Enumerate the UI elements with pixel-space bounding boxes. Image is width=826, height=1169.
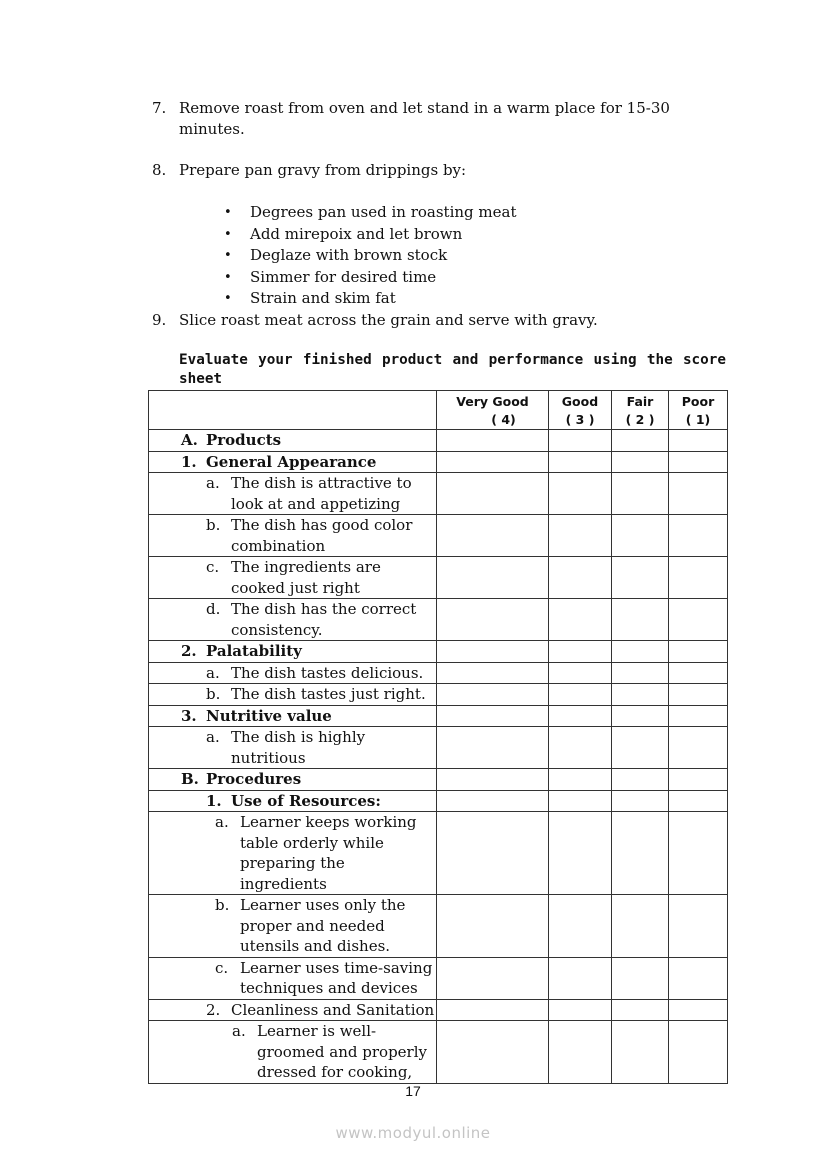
score-cell-very-good[interactable] xyxy=(437,662,549,684)
evaluation-title: Evaluate your finished product and performance using the score sheet xyxy=(179,352,726,387)
score-cell-poor[interactable] xyxy=(669,727,728,769)
row-text: The dish has the correct consistency. xyxy=(231,600,417,639)
score-cell-very-good[interactable] xyxy=(437,957,549,999)
step-number: 9. xyxy=(152,311,167,329)
row-label: a. xyxy=(206,474,220,492)
list-item: • Simmer for desired time xyxy=(222,267,516,289)
score-cell-good[interactable] xyxy=(549,430,612,452)
header-label: Fair xyxy=(626,394,654,409)
score-cell-poor[interactable] xyxy=(669,999,728,1021)
score-cell-fair[interactable] xyxy=(612,684,669,706)
row-label: a. xyxy=(215,813,229,831)
score-cell-poor[interactable] xyxy=(669,812,728,895)
row-text: Learner uses only the proper and needed utensils and dishes. xyxy=(240,896,406,955)
table-row xyxy=(149,557,728,599)
step-text: Prepare pan gravy from drippings by: xyxy=(179,161,467,179)
row-text: The dish has good color combination xyxy=(231,516,413,555)
row-label: c. xyxy=(215,958,229,977)
score-cell-fair[interactable] xyxy=(612,790,669,812)
score-cell-poor[interactable] xyxy=(669,1021,728,1084)
score-cell-poor[interactable] xyxy=(669,684,728,706)
row-label: c. xyxy=(206,558,220,576)
score-cell-very-good[interactable] xyxy=(437,473,549,515)
score-cell-very-good[interactable] xyxy=(437,451,549,473)
row-text: Learner keeps working table orderly while preparing the ingredients xyxy=(240,813,417,893)
score-cell-fair[interactable] xyxy=(612,451,669,473)
row-text: The dish is attractive to look at and appetizing xyxy=(231,474,412,513)
score-cell-very-good[interactable] xyxy=(437,515,549,557)
score-cell-fair[interactable] xyxy=(612,662,669,684)
score-cell-poor[interactable] xyxy=(669,599,728,641)
page-number: 17 xyxy=(405,1083,421,1099)
header-fair xyxy=(612,391,669,430)
score-cell-fair[interactable] xyxy=(612,812,669,895)
score-cell-good[interactable] xyxy=(549,684,612,706)
table-row xyxy=(149,705,728,727)
table-row xyxy=(149,662,728,684)
header-label: Very Good xyxy=(456,394,529,409)
score-cell-fair[interactable] xyxy=(612,999,669,1021)
score-cell-good[interactable] xyxy=(549,790,612,812)
criteria-header xyxy=(149,391,437,430)
score-cell-very-good[interactable] xyxy=(437,999,549,1021)
score-cell-very-good[interactable] xyxy=(437,599,549,641)
score-cell-very-good[interactable] xyxy=(437,727,549,769)
score-cell-fair[interactable] xyxy=(612,473,669,515)
score-cell-poor[interactable] xyxy=(669,557,728,599)
score-cell-good[interactable] xyxy=(549,451,612,473)
table-row xyxy=(149,727,728,769)
score-cell-poor[interactable] xyxy=(669,473,728,515)
score-cell-fair[interactable] xyxy=(612,895,669,958)
row-text: Use of Resources: xyxy=(231,791,381,810)
score-cell-very-good[interactable] xyxy=(437,557,549,599)
score-cell-good[interactable] xyxy=(549,662,612,684)
row-text: Products xyxy=(206,431,282,449)
row-label: A. xyxy=(181,431,198,449)
row-text: Learner is well-groomed and properly dressed for cooking, xyxy=(257,1022,428,1081)
row-label: a. xyxy=(206,663,220,682)
row-text: The ingredients are cooked just right xyxy=(231,558,381,597)
table-header-row xyxy=(149,391,728,430)
table-row xyxy=(149,957,728,999)
row-label: a. xyxy=(232,1022,246,1040)
row-text: The dish tastes delicious. xyxy=(231,663,424,682)
row-label: 2. xyxy=(181,642,197,660)
score-cell-fair[interactable] xyxy=(612,557,669,599)
score-cell-very-good[interactable] xyxy=(437,684,549,706)
list-item: • Strain and skim fat xyxy=(222,288,516,310)
table-row xyxy=(149,769,728,791)
score-cell-poor[interactable] xyxy=(669,769,728,791)
row-text: Nutritive value xyxy=(206,706,332,725)
watermark: www.modyul.online xyxy=(335,1124,491,1142)
score-cell-poor[interactable] xyxy=(669,451,728,473)
step-text: Remove roast from oven and let stand in a warm place for 15-30 minutes. xyxy=(179,99,670,138)
header-score: ( 2 ) xyxy=(625,412,655,427)
row-text: The dish tastes just right. xyxy=(231,685,426,703)
table-row xyxy=(149,473,728,515)
score-cell-good[interactable] xyxy=(549,812,612,895)
table-row xyxy=(149,430,728,452)
table-row xyxy=(149,684,728,706)
score-cell-fair[interactable] xyxy=(612,430,669,452)
table-row xyxy=(149,599,728,641)
score-cell-fair[interactable] xyxy=(612,705,669,727)
score-cell-very-good[interactable] xyxy=(437,769,549,791)
row-label: b. xyxy=(215,896,230,914)
score-cell-poor[interactable] xyxy=(669,790,728,812)
score-cell-good[interactable] xyxy=(549,999,612,1021)
score-cell-poor[interactable] xyxy=(669,957,728,999)
score-cell-good[interactable] xyxy=(549,705,612,727)
score-cell-very-good[interactable] xyxy=(437,1021,549,1084)
header-score: ( 3 ) xyxy=(565,412,595,427)
row-label: a. xyxy=(206,728,220,746)
score-cell-poor[interactable] xyxy=(669,662,728,684)
score-cell-very-good[interactable] xyxy=(437,895,549,958)
table-row xyxy=(149,812,728,895)
row-label: 2. xyxy=(206,1000,221,1019)
score-cell-very-good[interactable] xyxy=(437,790,549,812)
header-score: ( 1) xyxy=(685,412,711,427)
step-8 xyxy=(152,160,712,181)
score-cell-good[interactable] xyxy=(549,641,612,663)
step-7 xyxy=(152,98,712,140)
step-text: Slice roast meat across the grain and serve with gravy. xyxy=(179,311,598,329)
table-row xyxy=(149,895,728,958)
score-cell-poor[interactable] xyxy=(669,641,728,663)
row-text: Cleanliness and Sanitation xyxy=(231,1000,435,1019)
score-cell-good[interactable] xyxy=(549,769,612,791)
score-cell-good[interactable] xyxy=(549,473,612,515)
score-cell-good[interactable] xyxy=(549,599,612,641)
row-text: General Appearance xyxy=(206,452,377,471)
score-cell-fair[interactable] xyxy=(612,727,669,769)
score-sheet-table xyxy=(148,390,728,1084)
list-item: • Degrees pan used in roasting meat xyxy=(222,202,516,224)
table-row xyxy=(149,515,728,557)
list-item: • Deglaze with brown stock xyxy=(222,245,516,267)
score-cell-very-good[interactable] xyxy=(437,812,549,895)
score-cell-good[interactable] xyxy=(549,895,612,958)
score-cell-good[interactable] xyxy=(549,557,612,599)
row-label: B. xyxy=(181,770,199,788)
row-label: d. xyxy=(206,600,221,618)
table-row xyxy=(149,641,728,663)
row-label: b. xyxy=(206,516,221,534)
step-number: 8. xyxy=(152,161,167,179)
table-row xyxy=(149,999,728,1021)
score-cell-fair[interactable] xyxy=(612,599,669,641)
header-poor xyxy=(669,391,728,430)
score-cell-poor[interactable] xyxy=(669,895,728,958)
table-row xyxy=(149,451,728,473)
header-score: ( 4) xyxy=(491,412,516,427)
score-cell-very-good[interactable] xyxy=(437,705,549,727)
row-text: Learner uses time-saving techniques and devices xyxy=(240,958,433,997)
score-cell-good[interactable] xyxy=(549,957,612,999)
gravy-steps-list xyxy=(222,202,516,310)
row-label: 1. xyxy=(181,452,197,471)
table-row xyxy=(149,790,728,812)
score-cell-very-good[interactable] xyxy=(437,430,549,452)
score-cell-poor[interactable] xyxy=(669,705,728,727)
score-cell-poor[interactable] xyxy=(669,515,728,557)
score-cell-fair[interactable] xyxy=(612,641,669,663)
table-row xyxy=(149,1021,728,1084)
row-text: Palatability xyxy=(206,642,302,660)
score-cell-very-good[interactable] xyxy=(437,641,549,663)
score-cell-good[interactable] xyxy=(549,1021,612,1084)
score-cell-poor[interactable] xyxy=(669,430,728,452)
score-cell-fair[interactable] xyxy=(612,1021,669,1084)
score-cell-fair[interactable] xyxy=(612,769,669,791)
row-label: b. xyxy=(206,685,221,703)
header-good xyxy=(549,391,612,430)
score-cell-good[interactable] xyxy=(549,515,612,557)
row-label: 1. xyxy=(206,791,222,810)
score-cell-fair[interactable] xyxy=(612,957,669,999)
step-number: 7. xyxy=(152,99,167,117)
header-label: Poor xyxy=(681,394,715,409)
header-label: Good xyxy=(561,394,599,409)
score-cell-good[interactable] xyxy=(549,727,612,769)
step-9 xyxy=(152,310,712,331)
row-text: Procedures xyxy=(206,770,302,788)
list-item: • Add mirepoix and let brown xyxy=(222,224,516,246)
row-label: 3. xyxy=(181,706,197,725)
header-very-good xyxy=(437,391,549,430)
score-cell-fair[interactable] xyxy=(612,515,669,557)
row-text: The dish is highly nutritious xyxy=(231,728,366,767)
